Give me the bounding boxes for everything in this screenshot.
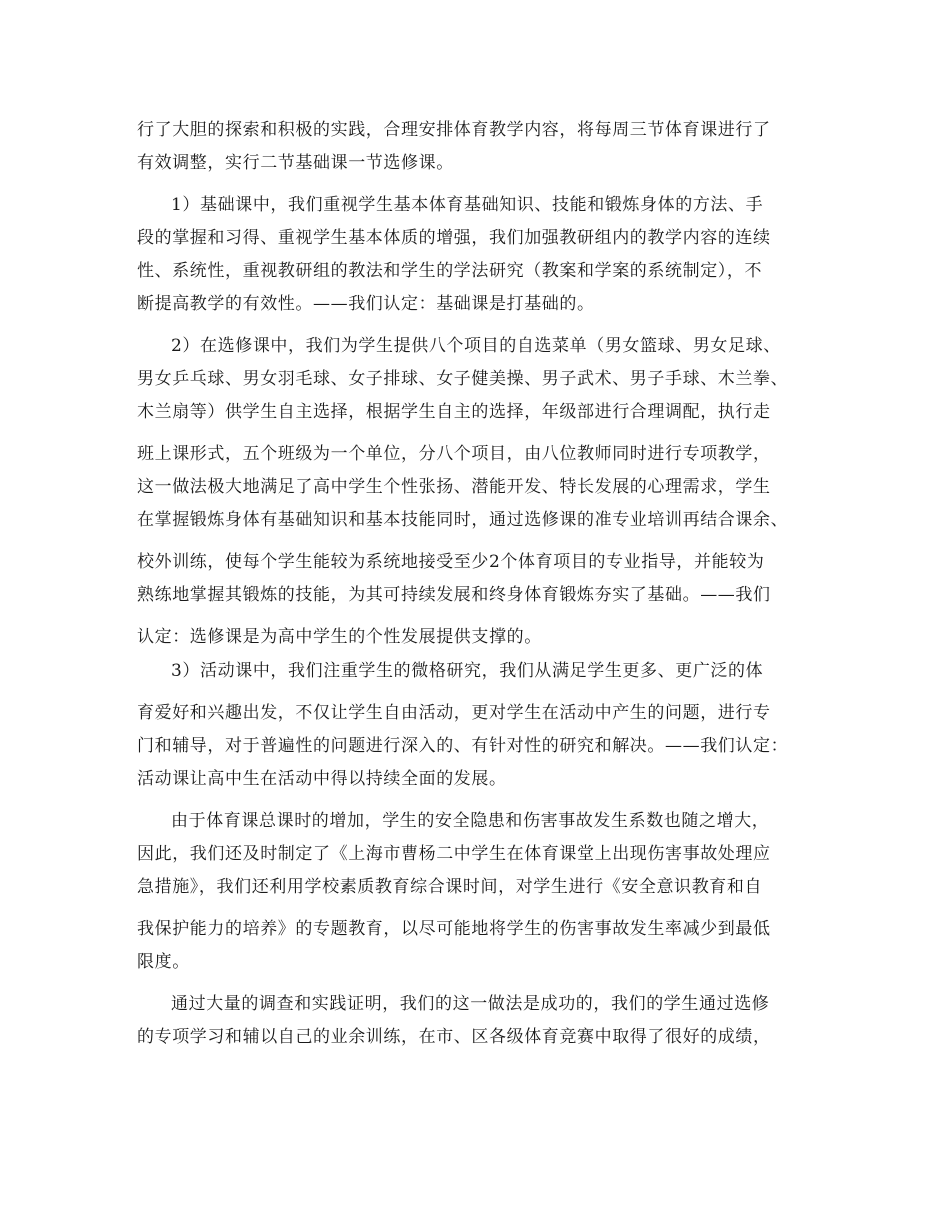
text-line: 1）基础课中，我们重视学生基本体育基础知识、技能和锻炼身体的方法、手 — [171, 195, 764, 215]
text-line: 育爱好和兴趣出发，不仅让学生自由活动，更对学生在活动中产生的问题，进行专 — [137, 703, 771, 723]
text-line: 校外训练，使每个学生能较为系统地接受至少2个体育项目的专业指导，并能较为 — [137, 552, 765, 572]
text-line: 通过大量的调查和实践证明，我们的这一做法是成功的，我们的学生通过选修 — [171, 994, 770, 1014]
text-line: 断提高教学的有效性。——我们认定：基础课是打基础的。 — [137, 294, 595, 314]
text-line: 段的掌握和习得、重视学生基本体质的增强，我们加强教研组内的教学内容的连续 — [137, 228, 771, 248]
text-line: 男女乒乓球、男女羽毛球、女子排球、女子健美操、男子武术、男子手球、木兰拳、 — [137, 369, 789, 389]
text-line: 在掌握锻炼身体有基础知识和基本技能同时，通过选修课的准专业培训再结合课余、 — [137, 510, 789, 530]
text-line: 限度。 — [137, 952, 190, 972]
text-line: 活动课让高中生在活动中得以持续全面的发展。 — [137, 769, 507, 789]
text-line: 熟练地掌握其锻炼的技能，为其可持续发展和终身体育锻炼夯实了基础。——我们 — [137, 585, 771, 605]
text-line: 班上课形式，五个班级为一个单位，分八个项目，由八位教师同时进行专项教学， — [137, 444, 771, 464]
text-line: 有效调整，实行二节基础课一节选修课。 — [137, 153, 454, 173]
text-line: 我保护能力的培养》的专题教育，以尽可能地将学生的伤害事故发生率减少到最低 — [137, 919, 771, 939]
text-line: 由于体育课总课时的增加，学生的安全隐患和伤害事故发生系数也随之增大， — [171, 811, 770, 831]
text-line: 认定：选修课是为高中学生的个性发展提供支撑的。 — [137, 627, 542, 647]
text-line: 的专项学习和辅以自己的业余训练，在市、区各级体育竞赛中取得了很好的成绩， — [137, 1027, 771, 1047]
text-line: 因此，我们还及时制定了《上海市曹杨二中学生在体育课堂上出现伤害事故处理应 — [137, 844, 771, 864]
text-line: 门和辅导，对于普遍性的问题进行深入的、有针对性的研究和解决。——我们认定： — [137, 736, 789, 756]
text-line: 这一做法极大地满足了高中学生个性张扬、潜能开发、特长发展的心理需求，学生 — [137, 477, 771, 497]
text-line: 性、系统性，重视教研组的教法和学生的学法研究（教案和学案的系统制定），不 — [137, 261, 763, 281]
text-line: 急措施》，我们还利用学校素质教育综合课时间，对学生进行《安全意识教育和自 — [137, 877, 763, 897]
text-line: 3）活动课中，我们注重学生的微格研究，我们从满足学生更多、更广泛的体 — [171, 661, 764, 681]
text-line: 木兰扇等）供学生自主选择，根据学生自主的选择，年级部进行合理调配，执行走 — [137, 402, 771, 422]
text-line: 2）在选修课中，我们为学生提供八个项目的自选菜单（男女篮球、男女足球、 — [171, 336, 781, 356]
text-line: 行了大胆的探索和积极的实践，合理安排体育教学内容，将每周三节体育课进行了 — [137, 120, 771, 140]
